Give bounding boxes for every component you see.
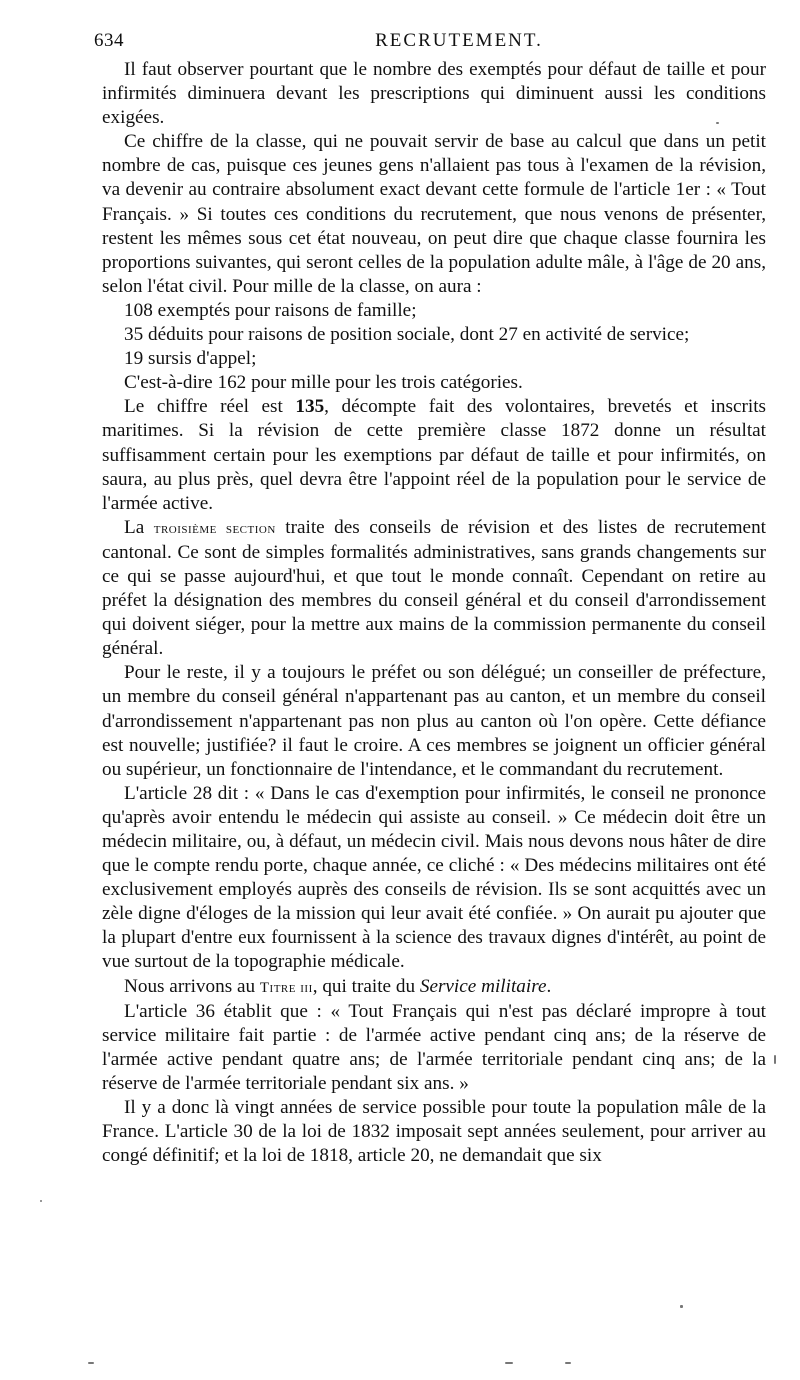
list-item: 35 déduits pour raisons de position sociale, dont 27 en activité de service; bbox=[124, 324, 690, 346]
paragraph: L'article 36 établit que : « Tout Français qui n'est pas déclaré impropre à tout service militaire fait partie : de l'armée active pendant cinq ans; de la réserve de l'armée active pendant quatre ans; de l'armée territoriale pendant cinq ans; de la réserve de l'armée territoriale pendant six ans. » bbox=[102, 1000, 766, 1094]
paragraph: Le chiffre réel est 135, décompte fait des volontaires, brevetés et inscrits maritimes. Si la révision de cette première classe 1872 donne un résultat suffisamment certain pour les exemptions par défaut de taille et pour infirmités, on saura, au plus près, quel devra être l'appoint réel de la population pour le service de l'armée active. bbox=[102, 396, 766, 514]
page-number: 634 bbox=[94, 30, 124, 51]
list-item: 108 exemptés pour raisons de famille; bbox=[124, 299, 417, 321]
page-header bbox=[94, 26, 760, 56]
list-item: 19 sursis d'appel; bbox=[124, 348, 257, 370]
paragraph: L'article 28 dit : « Dans le cas d'exemption pour infirmités, le conseil ne prononce qu'après avoir entendu le médecin qui assiste au conseil. » Ce médecin doit être un médecin militaire, ou, à défaut, un médecin civil. Mais nous devons nous hâter de dire que le compte rendu porte, chaque année, ce cliché : « Des médecins militaires ont été exclusivement employés auprès des conseils de révision. Ils se sont acquittés avec un zèle digne d'éloges de la mission qui leur avait été confiée. » On aurait pu ajouter que la plupart d'entre eux fournissent à la science des travaux dignes d'intérêt, au point de vue surtout de la topographie médicale. bbox=[102, 782, 766, 973]
paragraph: La troisième section traite des conseils de révision et des listes de recrutement cantonal. Ce sont de simples formalités administratives, sans grands changements sur ce qui se passe aujourd'hui, et que tout le monde connaît. Cependant on retire au préfet la désignation des membres du conseil général et du conseil d'arrondissement qui doivent siéger, pour la mettre aux mains de la commission permanente du conseil général. bbox=[102, 516, 766, 660]
paragraph: Pour le reste, il y a toujours le préfet ou son délégué; un conseiller de préfecture, un membre du conseil général n'appartenant pas au canton, et un membre du conseil d'arrondissement n'appartenant pas non plus au canton où l'on opère. Cette défiance est nouvelle; justifiée? il faut le croire. A ces membres se joignent un officier général ou supérieur, un fonctionnaire de l'intendance, et le commandant du recrutement. bbox=[102, 662, 766, 780]
running-head: RECRUTEMENT. bbox=[375, 30, 543, 51]
paragraph: Nous arrivons au Titre iii, qui traite du Service militaire. bbox=[124, 975, 552, 997]
paragraph: Il faut observer pourtant que le nombre des exemptés pour défaut de taille et pour infirmités diminuera devant les prescriptions qui diminuent aussi les conditions exigées. bbox=[102, 59, 766, 129]
paragraph: Il y a donc là vingt années de service possible pour toute la population mâle de la France. L'article 30 de la loi de 1832 imposait sept années seulement, pour arriver au congé définitif; et la loi de 1818, article 20, ne demandait que six bbox=[102, 1097, 766, 1167]
list-item: C'est-à-dire 162 pour mille pour les trois catégories. bbox=[124, 372, 523, 394]
body-text bbox=[102, 58, 766, 1168]
paragraph: Ce chiffre de la classe, qui ne pouvait servir de base au calcul que dans un petit nombre de cas, puisque ces jeunes gens n'allaient pas tous à l'examen de la révision, va devenir au contraire absolument exact devant cette formule de l'article 1er : « Tout Français. » Si toutes ces conditions du recrutement, que nous venons de présenter, restent les mêmes sous cet état nouveau, on peut dire que chaque classe fournira les proportions suivantes, qui seront celles de la population adulte mâle, à l'âge de 20 ans, selon l'état civil. Pour mille de la classe, on aura : bbox=[102, 131, 766, 297]
